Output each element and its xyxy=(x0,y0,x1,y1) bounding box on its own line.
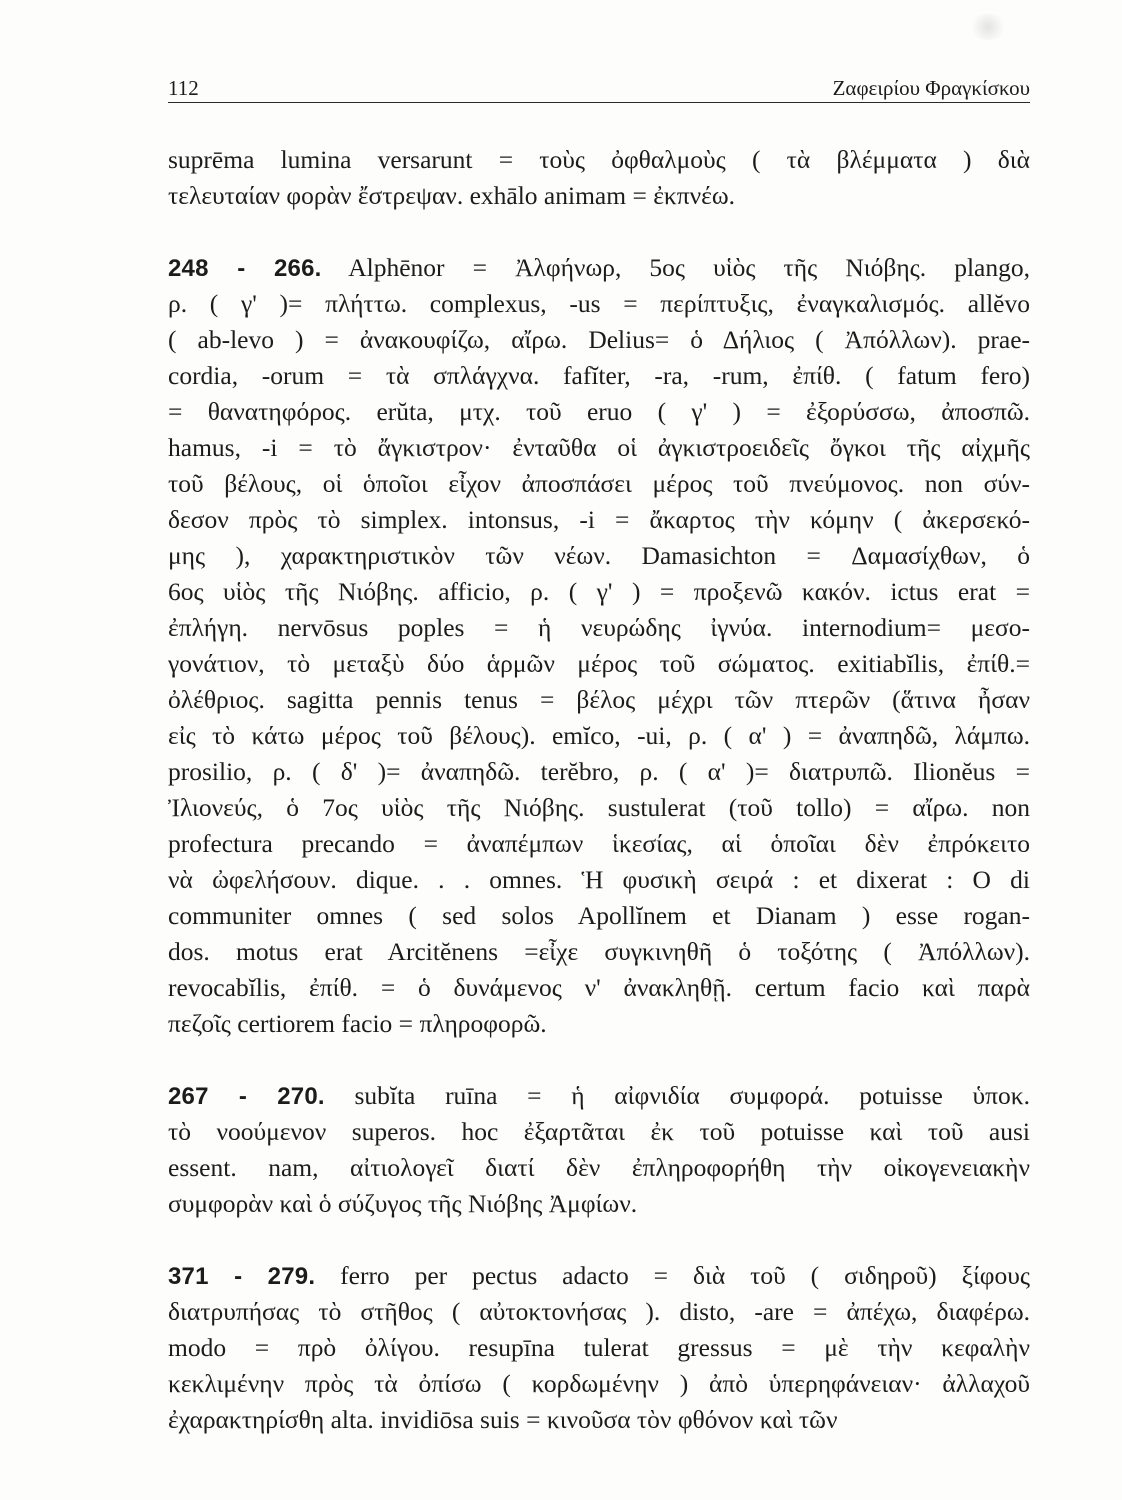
running-title: Ζαφειρίου Φραγκίσκου xyxy=(832,76,1030,100)
text-line xyxy=(168,466,1030,502)
text-line xyxy=(168,358,1030,394)
line-text: subĭta ruīna = ἡ αἰφνιδία συμφορά. potuisse ὑποκ. xyxy=(354,1081,1030,1110)
line-text: Alphēnor = Ἀλφήνωρ, 5ος υἱὸς τῆς Νιόβης. plango, xyxy=(348,253,1030,282)
text-line xyxy=(168,790,1030,826)
verse-range: 371 - 279. xyxy=(168,1263,316,1290)
line-text: revocabĭlis, ἐπίθ. = ὁ δυνάμενος ν' ἀνακληθῇ. certum facio καὶ παρὰ xyxy=(168,973,1030,1002)
paper-stain xyxy=(968,14,1008,40)
text-line xyxy=(168,1330,1030,1366)
text-line xyxy=(168,718,1030,754)
line-text: συμφορὰν καὶ ὁ σύζυγος τῆς Νιόβης Ἀμφίων. xyxy=(168,1189,638,1218)
text-line xyxy=(168,970,1030,1006)
line-text: τοῦ βέλους, οἱ ὁποῖοι εἶχον ἀποσπάσει μέρος τοῦ πνεύμονος. non σύν- xyxy=(168,469,1030,498)
line-text: δεσον πρὸς τὸ simplex. intonsus, -i = ἄκαρτος τὴν κόμην ( ἀκερσεκό- xyxy=(168,505,1030,534)
text-line xyxy=(168,646,1030,682)
line-text: dos. motus erat Arcitĕnens =εἶχε συγκινηθῆ ὁ τοξότης ( Ἀπόλλων). xyxy=(168,937,1030,966)
line-text: διατρυπήσας τὸ στῆθος ( αὐτοκτονήσας ). disto, -are = ἀπέχω, διαφέρω. xyxy=(168,1297,1030,1326)
text-line xyxy=(168,1258,1030,1294)
running-header xyxy=(168,76,1030,103)
line-text: cordia, -orum = τὰ σπλάγχνα. fafĭter, -ra, -rum, ἐπίθ. ( fatum fero) xyxy=(168,361,1030,390)
line-text: ρ. ( γ' )= πλήττω. complexus, -us = περίπτυξις, ἐναγκαλισμός. allĕvo xyxy=(168,289,1030,318)
text-line xyxy=(168,286,1030,322)
text-line xyxy=(168,538,1030,574)
line-text: ἐπλήγη. nervōsus poples = ἡ νευρώδης ἰγνύα. internodium= μεσο- xyxy=(168,613,1030,642)
text-line xyxy=(168,1186,1030,1222)
text-line xyxy=(168,1402,1030,1438)
line-text: hamus, -i = τὸ ἄγκιστρον· ἐνταῦθα οἱ ἀγκιστροειδεῖς ὄγκοι τῆς αἰχμῆς xyxy=(168,433,1030,462)
text-line xyxy=(168,1006,1030,1042)
line-text: εἰς τὸ κάτω μέρος τοῦ βέλους). emĭco, -ui, ρ. ( α' ) = ἀναπηδῶ, λάμπω. xyxy=(168,721,1030,750)
commentary-paragraph xyxy=(168,142,1030,214)
commentary-paragraph xyxy=(168,1078,1030,1222)
line-text: Ἰλιονεύς, ὁ 7ος υἱὸς τῆς Νιόβης. sustulerat (τοῦ tollo) = αἴρω. non xyxy=(168,793,1030,822)
text-line xyxy=(168,1078,1030,1114)
page-number: 112 xyxy=(168,76,199,100)
line-text: κεκλιμένην πρὸς τὰ ὀπίσω ( κορδωμένην ) ἀπὸ ὑπερηφάνειαν· ἀλλαχοῦ xyxy=(168,1369,1030,1398)
verse-range: 267 - 270. xyxy=(168,1083,325,1110)
line-text: essent. nam, αἰτιολογεῖ διατί δὲν ἐπληροφορήθη τὴν οἰκογενειακὴν xyxy=(168,1153,1030,1182)
line-text: 6ος υἱὸς τῆς Νιόβης. afficio, ρ. ( γ' ) = προξενῶ κακόν. ictus erat = xyxy=(168,577,1030,606)
text-line xyxy=(168,430,1030,466)
text-line xyxy=(168,1150,1030,1186)
line-text: ἐχαρακτηρίσθη alta. invidiōsa suis = κινοῦσα τὸν φθόνον καὶ τῶν xyxy=(168,1405,838,1434)
line-text: modo = πρὸ ὀλίγου. resupīna tulerat gressus = μὲ τὴν κεφαλὴν xyxy=(168,1333,1030,1362)
line-text: ( ab-levo ) = ἀνακουφίζω, αἴρω. Delius= ὁ Δήλιος ( Ἀπόλλων). prae- xyxy=(168,325,1030,354)
text-line xyxy=(168,142,1030,178)
text-line xyxy=(168,862,1030,898)
commentary-text xyxy=(168,142,1030,1438)
text-line xyxy=(168,574,1030,610)
text-line xyxy=(168,610,1030,646)
line-text: suprēma lumina versarunt = τοὺς ὀφθαλμοὺς ( τὰ βλέμματα ) διὰ xyxy=(168,145,1030,174)
line-text: profectura precando = ἀναπέμπων ἱκεσίας, αἱ ὁποῖαι δὲν ἐπρόκειτο xyxy=(168,829,1030,858)
text-line xyxy=(168,826,1030,862)
text-line xyxy=(168,1366,1030,1402)
line-text: ferro per pectus adacto = διὰ τοῦ ( σιδηροῦ) ξίφους xyxy=(340,1261,1030,1290)
text-line xyxy=(168,1114,1030,1150)
line-text: ὀλέθριος. sagitta pennis tenus = βέλος μέχρι τῶν πτερῶν (ἅτινα ἦσαν xyxy=(168,685,1030,714)
text-line xyxy=(168,250,1030,286)
line-text: νὰ ὠφελήσουν. dique. . . omnes. Ἡ φυσικὴ σειρά : et dixerat : O di xyxy=(168,865,1030,894)
text-line xyxy=(168,682,1030,718)
line-text: πεζοῖς certiorem facio = πληροφορῶ. xyxy=(168,1009,547,1038)
line-text: communiter omnes ( sed solos Apollĭnem et Dianam ) esse rogan- xyxy=(168,901,1030,930)
line-text: γονάτιον, τὸ μεταξὺ δύο ἁρμῶν μέρος τοῦ σώματος. exitiabĭlis, ἐπίθ.= xyxy=(168,649,1030,678)
line-text: τὸ νοούμενον superos. hoc ἐξαρτᾶται ἐκ τοῦ potuisse καὶ τοῦ ausi xyxy=(168,1117,1030,1146)
text-line xyxy=(168,322,1030,358)
text-line xyxy=(168,1294,1030,1330)
commentary-paragraph xyxy=(168,1258,1030,1438)
text-line xyxy=(168,502,1030,538)
text-line xyxy=(168,934,1030,970)
verse-range: 248 - 266. xyxy=(168,255,322,282)
text-line xyxy=(168,394,1030,430)
line-text: τελευταίαν φορὰν ἔστρεψαν. exhālo animam = ἐκπνέω. xyxy=(168,181,736,210)
commentary-paragraph xyxy=(168,250,1030,1042)
line-text: prosilio, ρ. ( δ' )= ἀναπηδῶ. terĕbro, ρ. ( α' )= διατρυπῶ. Ilionĕus = xyxy=(168,757,1030,786)
line-text: = θανατηφόρος. erŭta, μτχ. τοῦ eruo ( γ' ) = ἐξορύσσω, ἀποσπῶ. xyxy=(168,397,1030,426)
text-line xyxy=(168,754,1030,790)
line-text: μης ), χαρακτηριστικὸν τῶν νέων. Damasichton = Δαμασίχθων, ὁ xyxy=(168,541,1030,570)
text-line xyxy=(168,178,1030,214)
text-line xyxy=(168,898,1030,934)
